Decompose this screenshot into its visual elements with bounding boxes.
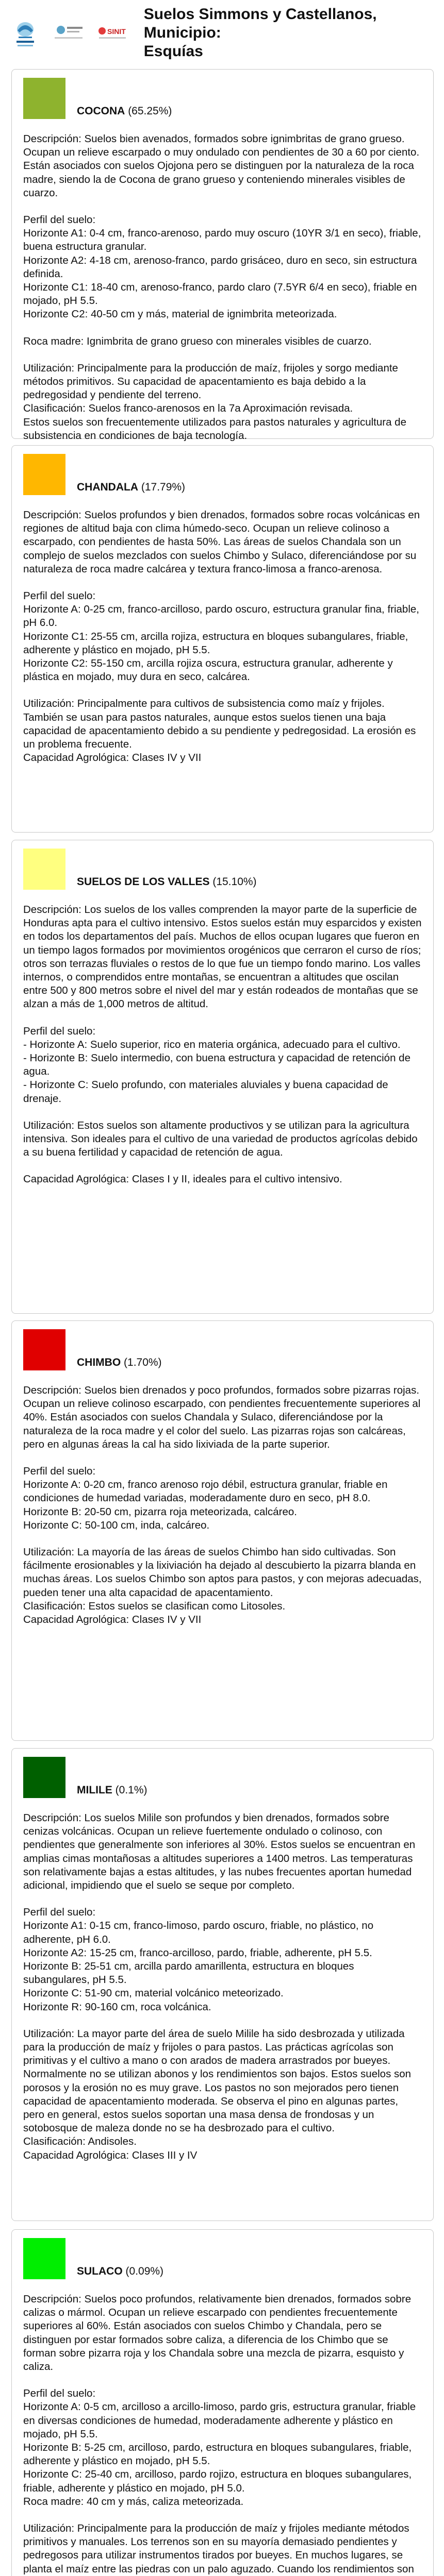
color-swatch [23,454,65,495]
soil-section-sulaco [11,2229,434,2576]
color-swatch [23,1329,65,1370]
sinit-logo [96,22,129,44]
section-header [23,78,422,119]
section-header [23,1329,422,1370]
section-title [77,481,185,495]
soil-description: Descripción: Suelos bien avenados, formados sobre ignimbritas de grano grueso. Ocupan un relieve escarpado o muy ondulado con pendientes de 30 a 60 por ciento. Están asociados con suelos Ojojona pero se distinguen por la naturaleza de la roca madre, siendo la de Cocona de grano grueso y conteniendo minerales visibles de cuarzo. [23,133,420,199]
soil-name: MILILE [77,1784,112,1796]
soil-profile: Perfil del suelo: Horizonte A: 0-20 cm, franco arenoso rojo débil, estructura granular, friable en condiciones de humedad variadas, moderadamente duro en seco, pH 8.0. Horizonte B: 20-50 cm, pizarra roja meteorizada, calcáreo. Horizonte C: 50-100 cm, inda, calcáreo. [23,1465,388,1531]
soil-capacity: Capacidad Agrológica: Clases I y II, ideales para el cultivo intensivo. [23,1173,342,1185]
soil-description: Descripción: Suelos bien drenados y poco profundos, formados sobre pizarras rojas. Ocupan un relieve colinoso escarpado, con pendientes frecuentemente superiores al 40%. Están asociados con suelos Chandala y Sulaco, diferenciándose por la naturaleza de la roca madre y el color del suelo. Las pizarras rojas son calcáreas, pero en algunas áreas la cal ha sido lixiviada de la parte superior. [23,1384,421,1450]
soil-percentage: (15.10%) [212,876,257,888]
soil-percentage: (1.70%) [124,1357,162,1368]
color-swatch [23,2238,65,2279]
section-header [23,1757,422,1798]
soil-percentage: (0.09%) [125,2265,164,2277]
soil-name: CHIMBO [77,1357,121,1368]
soil-profile: Perfil del suelo: Horizonte A1: 0-4 cm, franco-arenoso, pardo muy oscuro (10YR 3/1 en seco), friable, buena estructura granular. Horizonte A2: 4-18 cm, arenoso-franco, pardo grisáceo, duro en seco, sin estructura definida. Horizonte C1: 18-40 cm, arenoso-franco, pardo claro (7.5YR 6/4 en seco), friable en mojado, pH 5.5. Horizonte C2: 40-50 cm y más, material de ignimbrita meteorizada. [23,214,421,320]
section-header [23,849,422,890]
soil-section-chimbo [11,1320,434,1741]
soil-usage: Utilización: La mayor parte del área de suelo Milile ha sido desbrozada y utilizada para la producción de maíz y frijoles o para pastos. Las prácticas agrícolas son primitivas y el cultivo a mano o con arados de madera arrastrados por bueyes. Normalmente no se utilizan abonos y los rendimientos son bajos. Estos suelos son porosos y la erosión no es muy grave. Los pastos no son mejorados pero tienen capacidad de apacentamiento moderada. Se observa el pino en algunas partes, pero en general, estos suelos soportan una masa densa de frondosas y un sotobosque de maleza donde no se ha desbrozado para el cultivo. Clasificación: Andisoles. Capacidad Agrológica: Clases III y IV [23,2027,412,2161]
ministry-logo [52,22,85,44]
soil-name: SULACO [77,2265,123,2277]
soil-percentage: (17.79%) [141,481,186,493]
svg-text:SINIT: SINIT [107,27,126,36]
soil-profile: Perfil del suelo: Horizonte A: 0-25 cm, franco-arcilloso, pardo oscuro, estructura granular fina, friable, pH 6.0. Horizonte C1: 25-55 cm, arcilla rojiza, estructura en bloques subangulares, friable, adherente y plástico en mojado, pH 5.5. Horizonte C2: 55-150 cm, arcilla rojiza oscura, estructura granular, adherente y plástica en mojado, muy dura en seco, calcárea. [23,590,419,683]
soil-description: Descripción: Suelos poco profundos, relativamente bien drenados, formados sobre calizas o mármol. Ocupan un relieve escarpado con pendientes frecuentemente superiores al 60%. Están asociados con suelos Chimbo y Chandala, pero se distinguen por estar formados sobre caliza, a diferencia de los Chimbo que se forman sobre pizarra roja y los Chandala sobre una mezcla de pizarra, esquisto y caliza. [23,2293,412,2373]
section-header [23,2238,422,2279]
color-swatch [23,1757,65,1798]
soil-percentage: (65.25%) [128,105,172,117]
soil-percentage: (0.1%) [115,1784,147,1796]
soil-section-valles [11,840,434,1314]
soil-usage: Utilización: Principalmente para la producción de maíz, frijoles y sorgo mediante métodos primitivos. Su capacidad de apacentamiento es baja debido a la pedregosidad y pendiente del terreno. Clasificación: Suelos franco-arenosos en la 7a Aproximación revisada. Estos suelos son frecuentemente utilizados para pastos naturales y agricultura de subsistencia en condiciones de baja tecnología. [23,362,406,442]
soil-usage: Utilización: Principalmente para la producción de maíz y frijoles mediante métodos primitivos y manuales. Los terrenos son en su mayoría demasiado pendientes y pedregosos para utilizar instrumentos tirados por bueyes. En muchos lugares, se planta el maíz entre las piedras con un palo aguzado. Cuando los rendimientos son [23,2522,414,2575]
soil-usage: Utilización: Principalmente para cultivos de subsistencia como maíz y frijoles. También se usan para pastos naturales, aunque estos suelos tienen una baja capacidad de apacentamiento debido a su pendiente y pedregosidad. La erosión es un problema frecuente. Capacidad Agrológica: Clases IV y VII [23,698,416,764]
soil-description: Descripción: Suelos profundos y bien drenados, formados sobre rocas volcánicas en regiones de altitud baja con clima húmedo-seco. Ocupan un relieve colinoso a escarpado, con pendientes de hasta 50%. Las áreas de suelos Chandala son un complejo de suelos mezclados con suelos Chimbo y Sulaco, diferenciándose por su naturaleza de roca madre calcárea y textura franco-limosa a franco-arenosa. [23,509,420,575]
soil-profile: Perfil del suelo: - Horizonte A: Suelo superior, rico en materia orgánica, adecuado para el cultivo. - Horizonte B: Suelo intermedio, con buena estructura y capacidad de retención de agua. - Horizonte C: Suelo profundo, con materiales aluviales y buena capacidad de drenaje. [23,1025,410,1105]
soil-description: Descripción: Los suelos de los valles comprenden la mayor parte de la superficie de Honduras apta para el cultivo intensivo. Estos suelos están muy esparcidos y existen en todos los departamentos del país. Muchos de ellos ocupan lugares que fueron en un tiempo lagos formados por movimientos orogénicos que cerraron el curso de ríos; otros son terrazas fluviales o restos de lo que fue un tiempo fondo marino. Los valles internos, o comprendidos entre montañas, se encuentran a altitudes que oscilan entre 500 y 800 metros sobre el nivel del mar y están rodeados de montañas que se alzan a más de 1,000 metros de altitud. [23,904,422,1010]
section-title [77,1356,162,1370]
section-title [77,105,172,119]
soil-name: SUELOS DE LOS VALLES [77,876,210,888]
soil-profile: Perfil del suelo: Horizonte A1: 0-15 cm, franco-limoso, pardo oscuro, friable, no plástico, no adherente, pH 6.0. Horizonte A2: 15-25 cm, franco-arcilloso, pardo, friable, adherente, pH 5.5. Horizonte B: 25-51 cm, arcilla pardo amarillenta, estructura en bloques subangulares, pH 5.5. Horizonte C: 51-90 cm, material volcánico meteorizado. Horizonte R: 90-160 cm, roca volcánica. [23,1906,374,2013]
section-title [77,875,257,890]
soil-usage: Utilización: Estos suelos son altamente productivos y se utilizan para la agricultura intensiva. Son ideales para el cultivo de una variedad de productos agrícolas debido a su buena fertilidad y capacidad de retención de agua. [23,1119,418,1159]
logo-row [10,15,139,51]
color-swatch [23,849,65,890]
page-title-municipio: Esquías [143,43,203,60]
page-title: Suelos Simmons y Castellanos, Municipio: [143,6,377,41]
section-title [77,1784,147,1798]
section-header [23,454,422,495]
soil-name: COCONA [77,105,125,117]
page-header [0,0,444,66]
soil-section-milile [11,1748,434,2221]
soil-description: Descripción: Los suelos Milile son profundos y bien drenados, formados sobre cenizas volcánicas. Ocupan un relieve fuertemente ondulado o colinoso, con pendientes que generalmente son inferiores al 30%. Estos suelos se encuentran en amplias cimas montañosas a altitudes superiores a 1400 metros. Las temperaturas son relativamente bajas a estas altitudes, y las nubes frecuentes aportan humedad adicional, impidiendo que el suelo se seque por completo. [23,1812,416,1892]
honduras-seal-logo [10,15,40,51]
soil-profile: Perfil del suelo: Horizonte A: 0-5 cm, arcilloso a arcillo-limoso, pardo gris, estructura granular, friable en diversas condiciones de humedad, moderadamente adherente y plástico en mojado, pH 5.5. Horizonte B: 5-25 cm, arcilloso, pardo, estructura en bloques subangulares, friable, adherente y plástico en mojado, pH 5.5. Horizonte C: 25-40 cm, arcilloso, pardo rojizo, estructura en bloques subangulares, friable, adherente y plástico en mojado, pH 5.0. Roca madre: 40 cm y más, caliza meteorizada. [23,2387,416,2507]
soil-usage: Utilización: La mayoría de las áreas de suelos Chimbo han sido cultivadas. Son fácilmente erosionables y la lixiviación ha dejado al descubierto la pizarra blanda en muchas áreas. Los suelos Chimbo son aptos para pastos, y con mejoras adecuadas, pueden tener una alta capacidad de apacentamiento. Clasificación: Estos suelos se clasifican como Litosoles. Capacidad Agrológica: Clases IV y VII [23,1546,422,1626]
soil-extra: Roca madre: Ignimbrita de grano grueso con minerales visibles de cuarzo. [23,335,372,347]
soil-name: CHANDALA [77,481,138,493]
section-title [77,2265,163,2279]
title-block [144,5,434,61]
soil-section-chandala [11,445,434,833]
soil-section-cocona [11,69,434,442]
color-swatch [23,78,65,119]
